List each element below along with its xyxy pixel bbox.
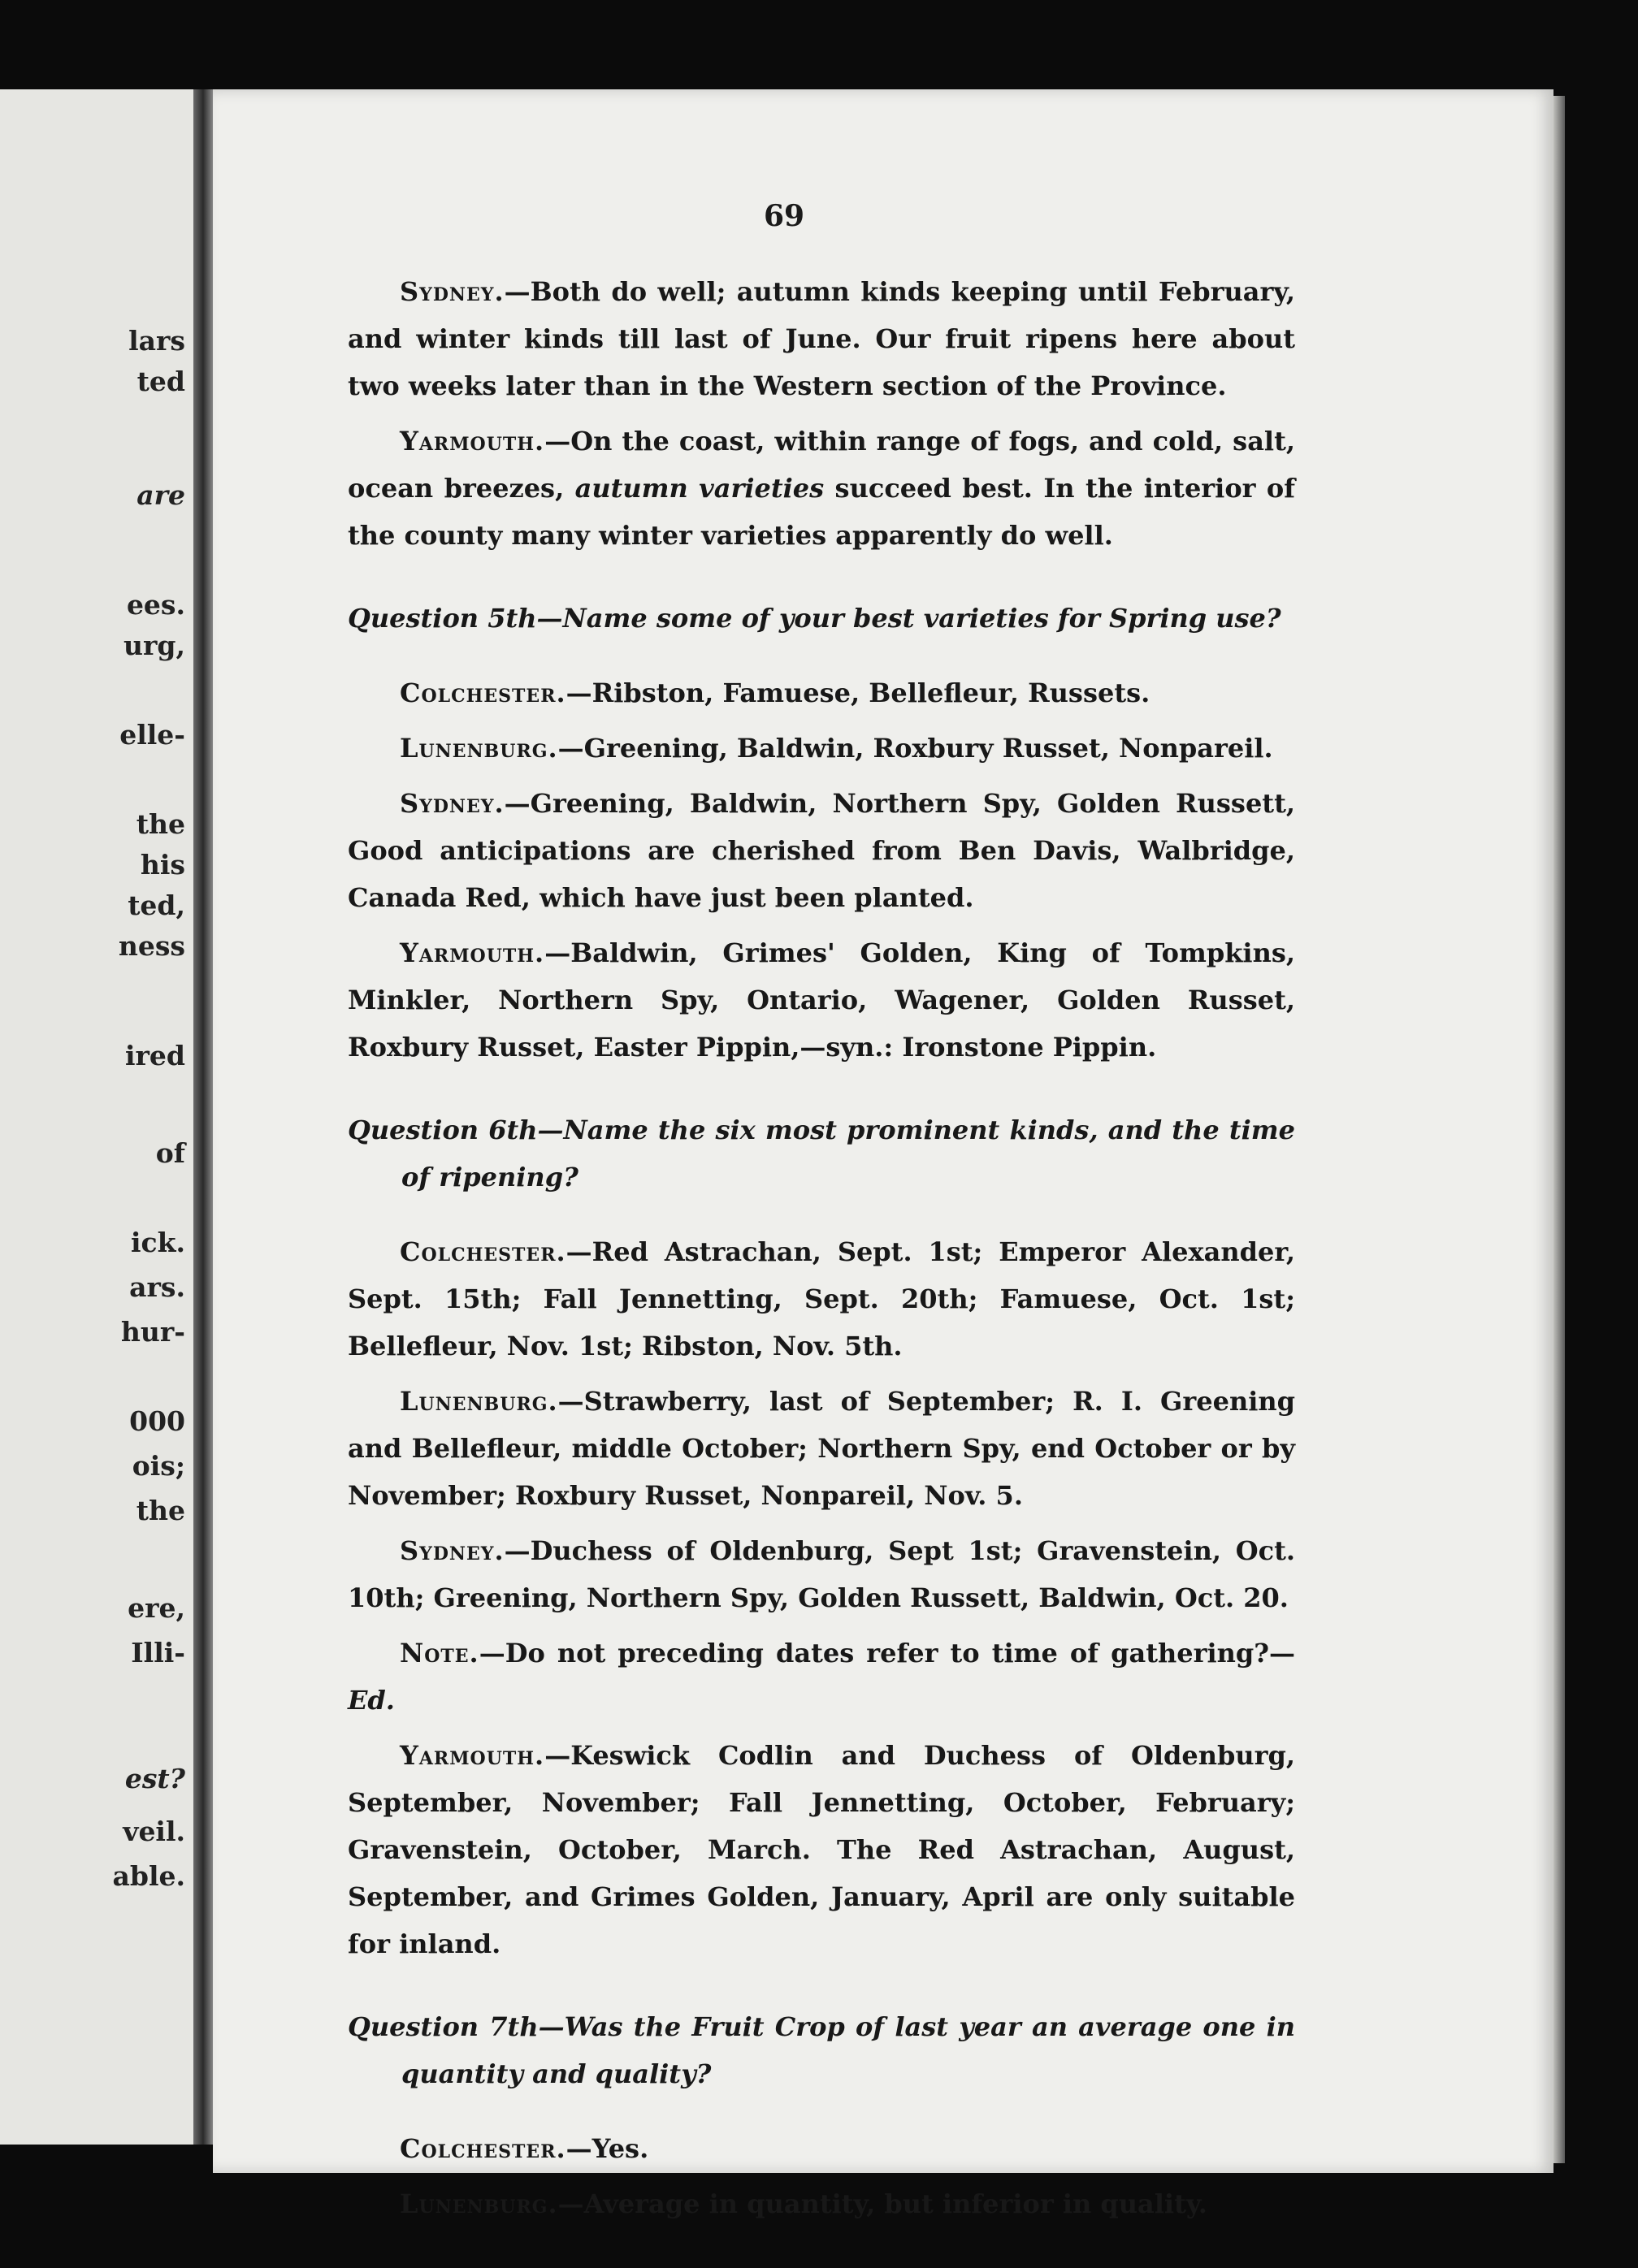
answer-text: —Greening, Baldwin, Roxbury Russet, Nonpareil. — [557, 733, 1273, 764]
answer-text: —Keswick Codlin and Duchess of Oldenburg, September, November; Fall Jennetting, October, February; Gravenstein, October, March. The Red Astrachan, August, September, and Grimes Golden, January, April are only suitable for inland. — [348, 1740, 1295, 1959]
answer-paragraph — [348, 1732, 1295, 1967]
place-name: Lunenburg. — [400, 2188, 558, 2219]
answer-text: —On the coast, within range of fogs, and cold, salt, ocean breezes, — [348, 426, 1295, 504]
answer-paragraph — [348, 2180, 1295, 2227]
answer-text: —Ribston, Famuese, Bellefleur, Russets. — [566, 677, 1150, 708]
answer-paragraph — [348, 1228, 1295, 1370]
answer-text: —Baldwin, Grimes' Golden, King of Tompkins, Minkler, Northern Spy, Ontario, Wagener, Golden Russet, Roxbury Russet, Easter Pippin,—syn.: Ironstone Pippin. — [348, 937, 1295, 1063]
note-text: —Do not preceding dates refer to time of gathering?— — [479, 1638, 1295, 1669]
margin-fragment: lars — [128, 325, 185, 357]
margin-fragment: ick. — [131, 1227, 185, 1258]
margin-fragment: able. — [112, 1860, 185, 1892]
answer-paragraph — [348, 669, 1295, 716]
margin-fragment: ness — [118, 930, 185, 962]
answer-text: —Red Astrachan, Sept. 1st; Emperor Alexander, Sept. 15th; Fall Jennetting, Sept. 20th; Famuese, Oct. 1st; Bellefleur, Nov. 1st; Ribston, Nov. 5th. — [348, 1236, 1295, 1361]
question-heading: Question 5th—Name some of your best varieties for Spring use? — [348, 603, 1281, 634]
question-heading: Question 6th—Name the six most prominent kinds, and the time of ripening? — [348, 1115, 1295, 1192]
answer-text: —Strawberry, last of September; R. I. Greening and Bellefleur, middle October; Northern Spy, end October or by November; Roxbury Russet, Nonpareil, Nov. 5. — [348, 1386, 1295, 1511]
margin-fragment: ere, — [128, 1592, 185, 1624]
margin-fragment: Illi- — [131, 1637, 185, 1669]
answer-text: —Average in quantity, but inferior in quality. — [557, 2188, 1207, 2219]
place-name: Lunenburg. — [400, 733, 558, 764]
place-name: Colchester. — [400, 677, 566, 708]
margin-fragment: ired — [125, 1040, 185, 1071]
answer-text: —Greening, Baldwin, Northern Spy, Golden Russett, Good anticipations are cherished from Ben Davis, Walbridge, Canada Red, which have just been planted. — [348, 788, 1295, 913]
editor-note — [348, 1630, 1295, 1724]
book-gutter — [193, 89, 213, 2145]
place-name: Colchester. — [400, 1236, 566, 1267]
facing-page-left — [0, 89, 193, 2145]
margin-fragment: the — [136, 1495, 185, 1526]
note-label: Note. — [400, 1638, 479, 1669]
margin-fragment: ois; — [132, 1450, 185, 1482]
margin-fragment: the — [136, 808, 185, 840]
answer-text: —Both do well; autumn kinds keeping until February, and winter kinds till last of June. Our fruit ripens here about two weeks later than in the Western section of the Province. — [348, 276, 1295, 401]
page-number: 69 — [764, 199, 805, 233]
answer-text: —Duchess of Oldenburg, Sept 1st; Gravenstein, Oct. 10th; Greening, Northern Spy, Golden Russett, Baldwin, Oct. 20. — [348, 1535, 1295, 1613]
answer-paragraph — [348, 268, 1295, 409]
answer-paragraph — [348, 1527, 1295, 1621]
margin-fragment: urg, — [124, 630, 185, 661]
margin-fragment: are — [136, 479, 185, 511]
editor-mark: Ed. — [348, 1685, 395, 1716]
place-name: Lunenburg. — [400, 1386, 558, 1417]
margin-fragment: est? — [124, 1763, 185, 1794]
answer-paragraph — [348, 2125, 1295, 2172]
answer-paragraph — [348, 929, 1295, 1071]
answer-text: —Yes. — [566, 2133, 649, 2164]
place-name: Yarmouth. — [400, 937, 545, 968]
answer-paragraph — [348, 725, 1295, 772]
margin-fragment: ars. — [129, 1271, 185, 1303]
answer-paragraph — [348, 418, 1295, 559]
answer-text: succeed best. In the interior of the county many winter varieties apparently do well. — [348, 473, 1296, 551]
question-heading: Question 7th—Was the Fruit Crop of last year an average one in quantity and quality? — [348, 2011, 1295, 2089]
margin-fragment: ted, — [128, 889, 185, 921]
place-name: Yarmouth. — [400, 1740, 545, 1771]
page-edge — [1554, 96, 1565, 2163]
margin-fragment: his — [140, 849, 185, 881]
margin-fragment: 000 — [129, 1405, 185, 1437]
page-body — [348, 268, 1295, 2236]
emphasis-text: autumn varieties — [574, 473, 825, 504]
margin-fragment: elle- — [119, 719, 185, 751]
answer-paragraph — [348, 1378, 1295, 1519]
place-name: Yarmouth. — [400, 426, 545, 457]
place-name: Sydney. — [400, 788, 505, 819]
margin-fragment: hur- — [120, 1316, 185, 1348]
margin-fragment: ees. — [126, 589, 185, 621]
margin-fragment: of — [155, 1137, 185, 1169]
place-name: Sydney. — [400, 1535, 505, 1566]
place-name: Sydney. — [400, 276, 505, 307]
margin-fragment: veil. — [123, 1816, 185, 1847]
margin-fragment: ted — [136, 366, 185, 397]
answer-paragraph — [348, 780, 1295, 921]
place-name: Colchester. — [400, 2133, 566, 2164]
